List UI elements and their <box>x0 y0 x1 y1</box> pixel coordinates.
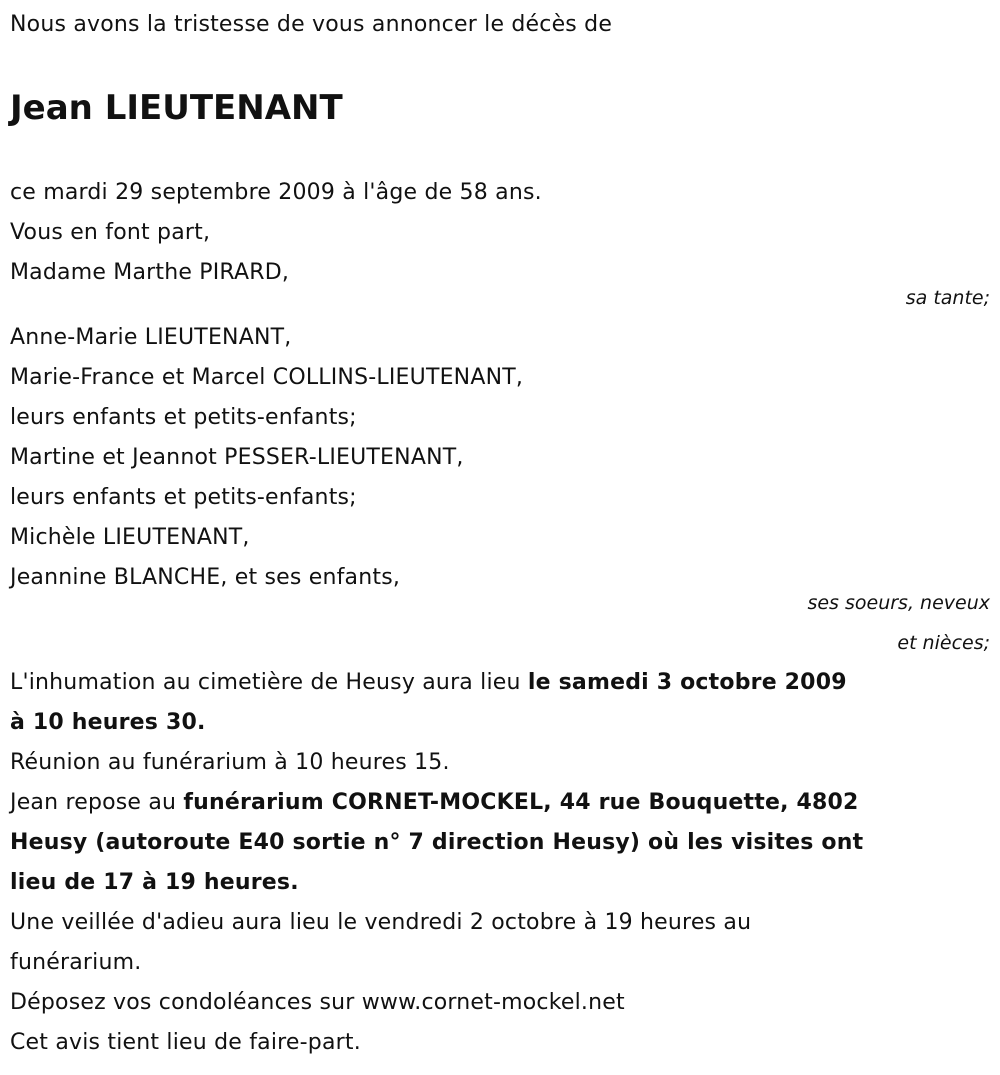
family-member: Marie-France et Marcel COLLINS-LIEUTENANT, <box>10 365 524 390</box>
rest-location: funérarium CORNET-MOCKEL, 44 rue Bouquette, 4802 <box>183 790 859 815</box>
rest-info-line3 <box>10 863 990 903</box>
condolences-info: Déposez vos condoléances sur www.cornet-mockel.net <box>10 990 625 1015</box>
family-member: Madame Marthe PIRARD, <box>10 260 290 285</box>
visit-hours: lieu de 17 à 19 heures. <box>10 870 299 895</box>
burial-date: le samedi 3 octobre 2009 <box>527 670 847 695</box>
rest-directions: Heusy (autoroute E40 sortie n° 7 direction Heusy) où les visites ont <box>10 830 864 855</box>
deceased-name: Jean LIEUTENANT <box>10 88 343 128</box>
vigil-info: Une veillée d'adieu aura lieu le vendredi 2 octobre à 19 heures au <box>10 910 752 935</box>
family-member: leurs enfants et petits-enfants; <box>10 485 357 510</box>
family-member: Anne-Marie LIEUTENANT, <box>10 325 292 350</box>
relation-label: et nièces; <box>897 632 990 654</box>
rest-info <box>10 783 990 823</box>
family-member: Jeannine BLANCHE, et ses enfants, <box>10 565 401 590</box>
family-member: leurs enfants et petits-enfants; <box>10 405 357 430</box>
relation-label: ses soeurs, neveux <box>807 592 990 614</box>
relation-label: sa tante; <box>905 287 990 309</box>
burial-info <box>10 663 990 703</box>
vigil-info-line2: funérarium. <box>10 950 142 975</box>
family-member: Michèle LIEUTENANT, <box>10 525 250 550</box>
family-member: Martine et Jeannot PESSER-LIEUTENANT, <box>10 445 464 470</box>
rest-text: Jean repose au <box>10 790 184 815</box>
announce-text: Vous en font part, <box>10 220 211 245</box>
intro-text: Nous avons la tristesse de vous annoncer le décès de <box>10 12 613 37</box>
meeting-info: Réunion au funérarium à 10 heures 15. <box>10 750 450 775</box>
closing-text: Cet avis tient lieu de faire-part. <box>10 1030 361 1055</box>
burial-text: L'inhumation au cimetière de Heusy aura lieu <box>10 670 528 695</box>
burial-time: à 10 heures 30. <box>10 710 206 735</box>
burial-time-line <box>10 703 990 743</box>
death-date: ce mardi 29 septembre 2009 à l'âge de 58 ans. <box>10 180 542 205</box>
rest-info-line2 <box>10 823 990 863</box>
